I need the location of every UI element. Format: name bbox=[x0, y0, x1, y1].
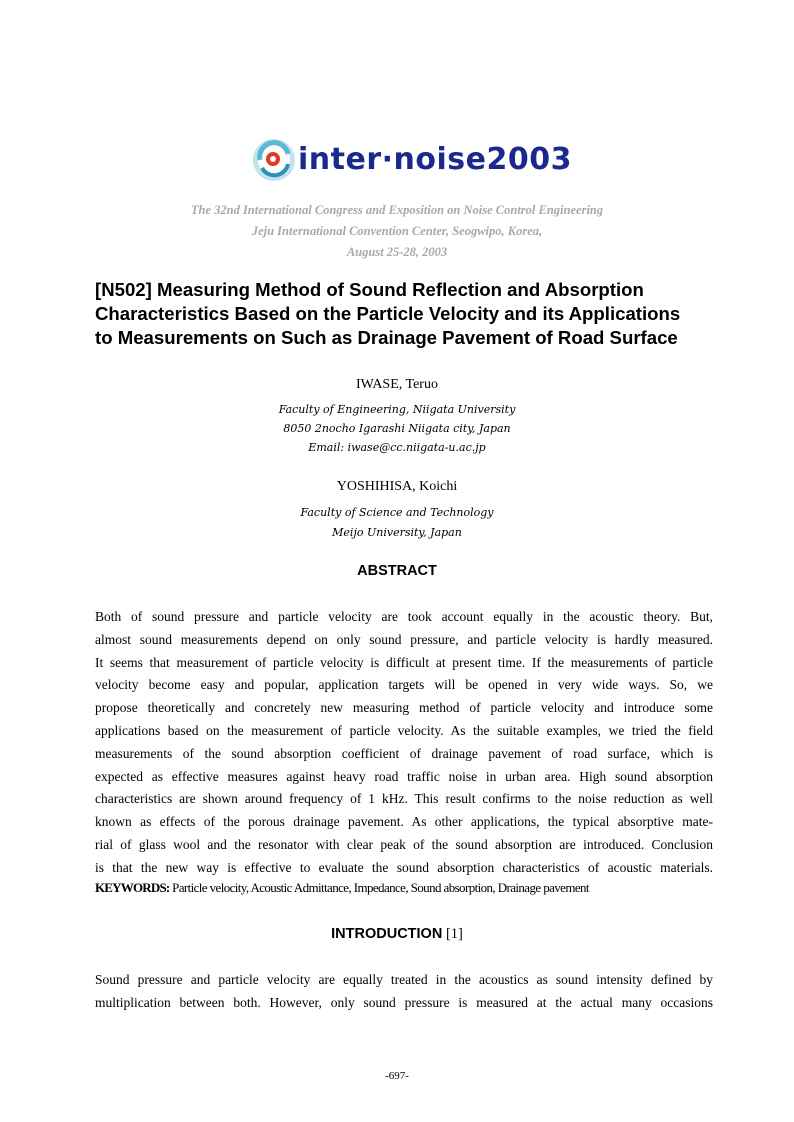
abstract-heading: ABSTRACT bbox=[357, 563, 437, 579]
introduction-line: Sound pressure and particle velocity are equally treated in the acoustics as sound intensity defined by bbox=[95, 972, 713, 987]
introduction-line: multiplication between both. However, only sound pressure is measured at the actual many occasions bbox=[95, 994, 713, 1010]
keywords bbox=[95, 880, 713, 896]
introduction-body bbox=[95, 969, 713, 1015]
abstract-line: applications based on the measurement of particle velocity. As the suitable examples, we tried the field bbox=[95, 722, 713, 738]
abstract-line: velocity become easy and popular, application targets will be opened in very wide ways. So, we bbox=[95, 677, 713, 693]
author-name: IWASE, Teruo bbox=[356, 377, 438, 392]
title-line: Characteristics Based on the Particle Velocity and its Applications bbox=[95, 303, 681, 324]
conference-venue: Jeju International Convention Center, Seogwipo, Korea, bbox=[251, 224, 543, 238]
abstract-body bbox=[95, 606, 713, 880]
abstract-line: expected as effective measures against heavy road traffic noise in urban area. High sound absorption bbox=[95, 768, 713, 784]
keywords-list: Particle velocity, Acoustic Admittance, Impedance, Sound absorption, Drainage pavement bbox=[169, 880, 589, 895]
introduction-title: INTRODUCTION bbox=[331, 926, 443, 942]
abstract-line: known as effects of the porous drainage pavement. As other applications, the typical absorptive mate- bbox=[95, 814, 713, 830]
conference-logo bbox=[0, 134, 794, 194]
abstract-line: is that the new way is effective to evaluate the sound absorption characteristics of acoustic materials. bbox=[95, 859, 713, 875]
abstract-line: It seems that measurement of particle velocity is difficult at present time. If the measurements of particle bbox=[95, 654, 713, 670]
abstract-line: propose theoretically and concretely new measuring method of particle velocity and introduce some bbox=[95, 700, 713, 716]
page-number: -697- bbox=[385, 1070, 409, 1082]
title-line: [N502] Measuring Method of Sound Reflection and Absorption bbox=[95, 279, 644, 300]
abstract-line: almost sound measurements depend on only sound pressure, and particle velocity is hardly measured. bbox=[95, 631, 713, 647]
conference-dates: August 25-28, 2003 bbox=[346, 245, 448, 259]
swirl-logo-icon bbox=[252, 134, 298, 184]
title-line: to Measurements on Such as Drainage Pavement of Road Surface bbox=[95, 327, 678, 348]
author-email: Email: iwase@cc.niigata-u.ac.jp bbox=[308, 441, 486, 454]
author-address: Meijo University, Japan bbox=[332, 526, 462, 539]
author-address: 8050 2nocho Igarashi Niigata city, Japan bbox=[283, 422, 511, 435]
author-affiliation: Faculty of Science and Technology bbox=[300, 506, 494, 519]
abstract-line: characteristics are shown around frequency of 1 kHz. This result confirms to the noise reduction as well bbox=[95, 791, 713, 807]
abstract-line: measurements of the sound absorption coefficient of drainage pavement of road surface, which is bbox=[95, 745, 713, 761]
conference-name: The 32nd International Congress and Exposition on Noise Control Engineering bbox=[190, 203, 604, 217]
author-name: YOSHIHISA, Koichi bbox=[336, 479, 458, 494]
author-affiliation: Faculty of Engineering, Niigata University bbox=[278, 403, 516, 416]
paper-title bbox=[95, 278, 715, 350]
introduction-citation: [1] bbox=[442, 926, 463, 942]
introduction-heading bbox=[0, 926, 794, 943]
logo-text: inter·noise2003 bbox=[298, 142, 572, 177]
abstract-line: Both of sound pressure and particle velocity are took account equally in the acoustic theory. But, bbox=[95, 609, 713, 624]
keywords-label: KEYWORDS: bbox=[95, 880, 170, 895]
abstract-line: rial of glass wool and the resonator with clear peak of the sound absorption are introduced. Conclusion bbox=[95, 836, 713, 852]
